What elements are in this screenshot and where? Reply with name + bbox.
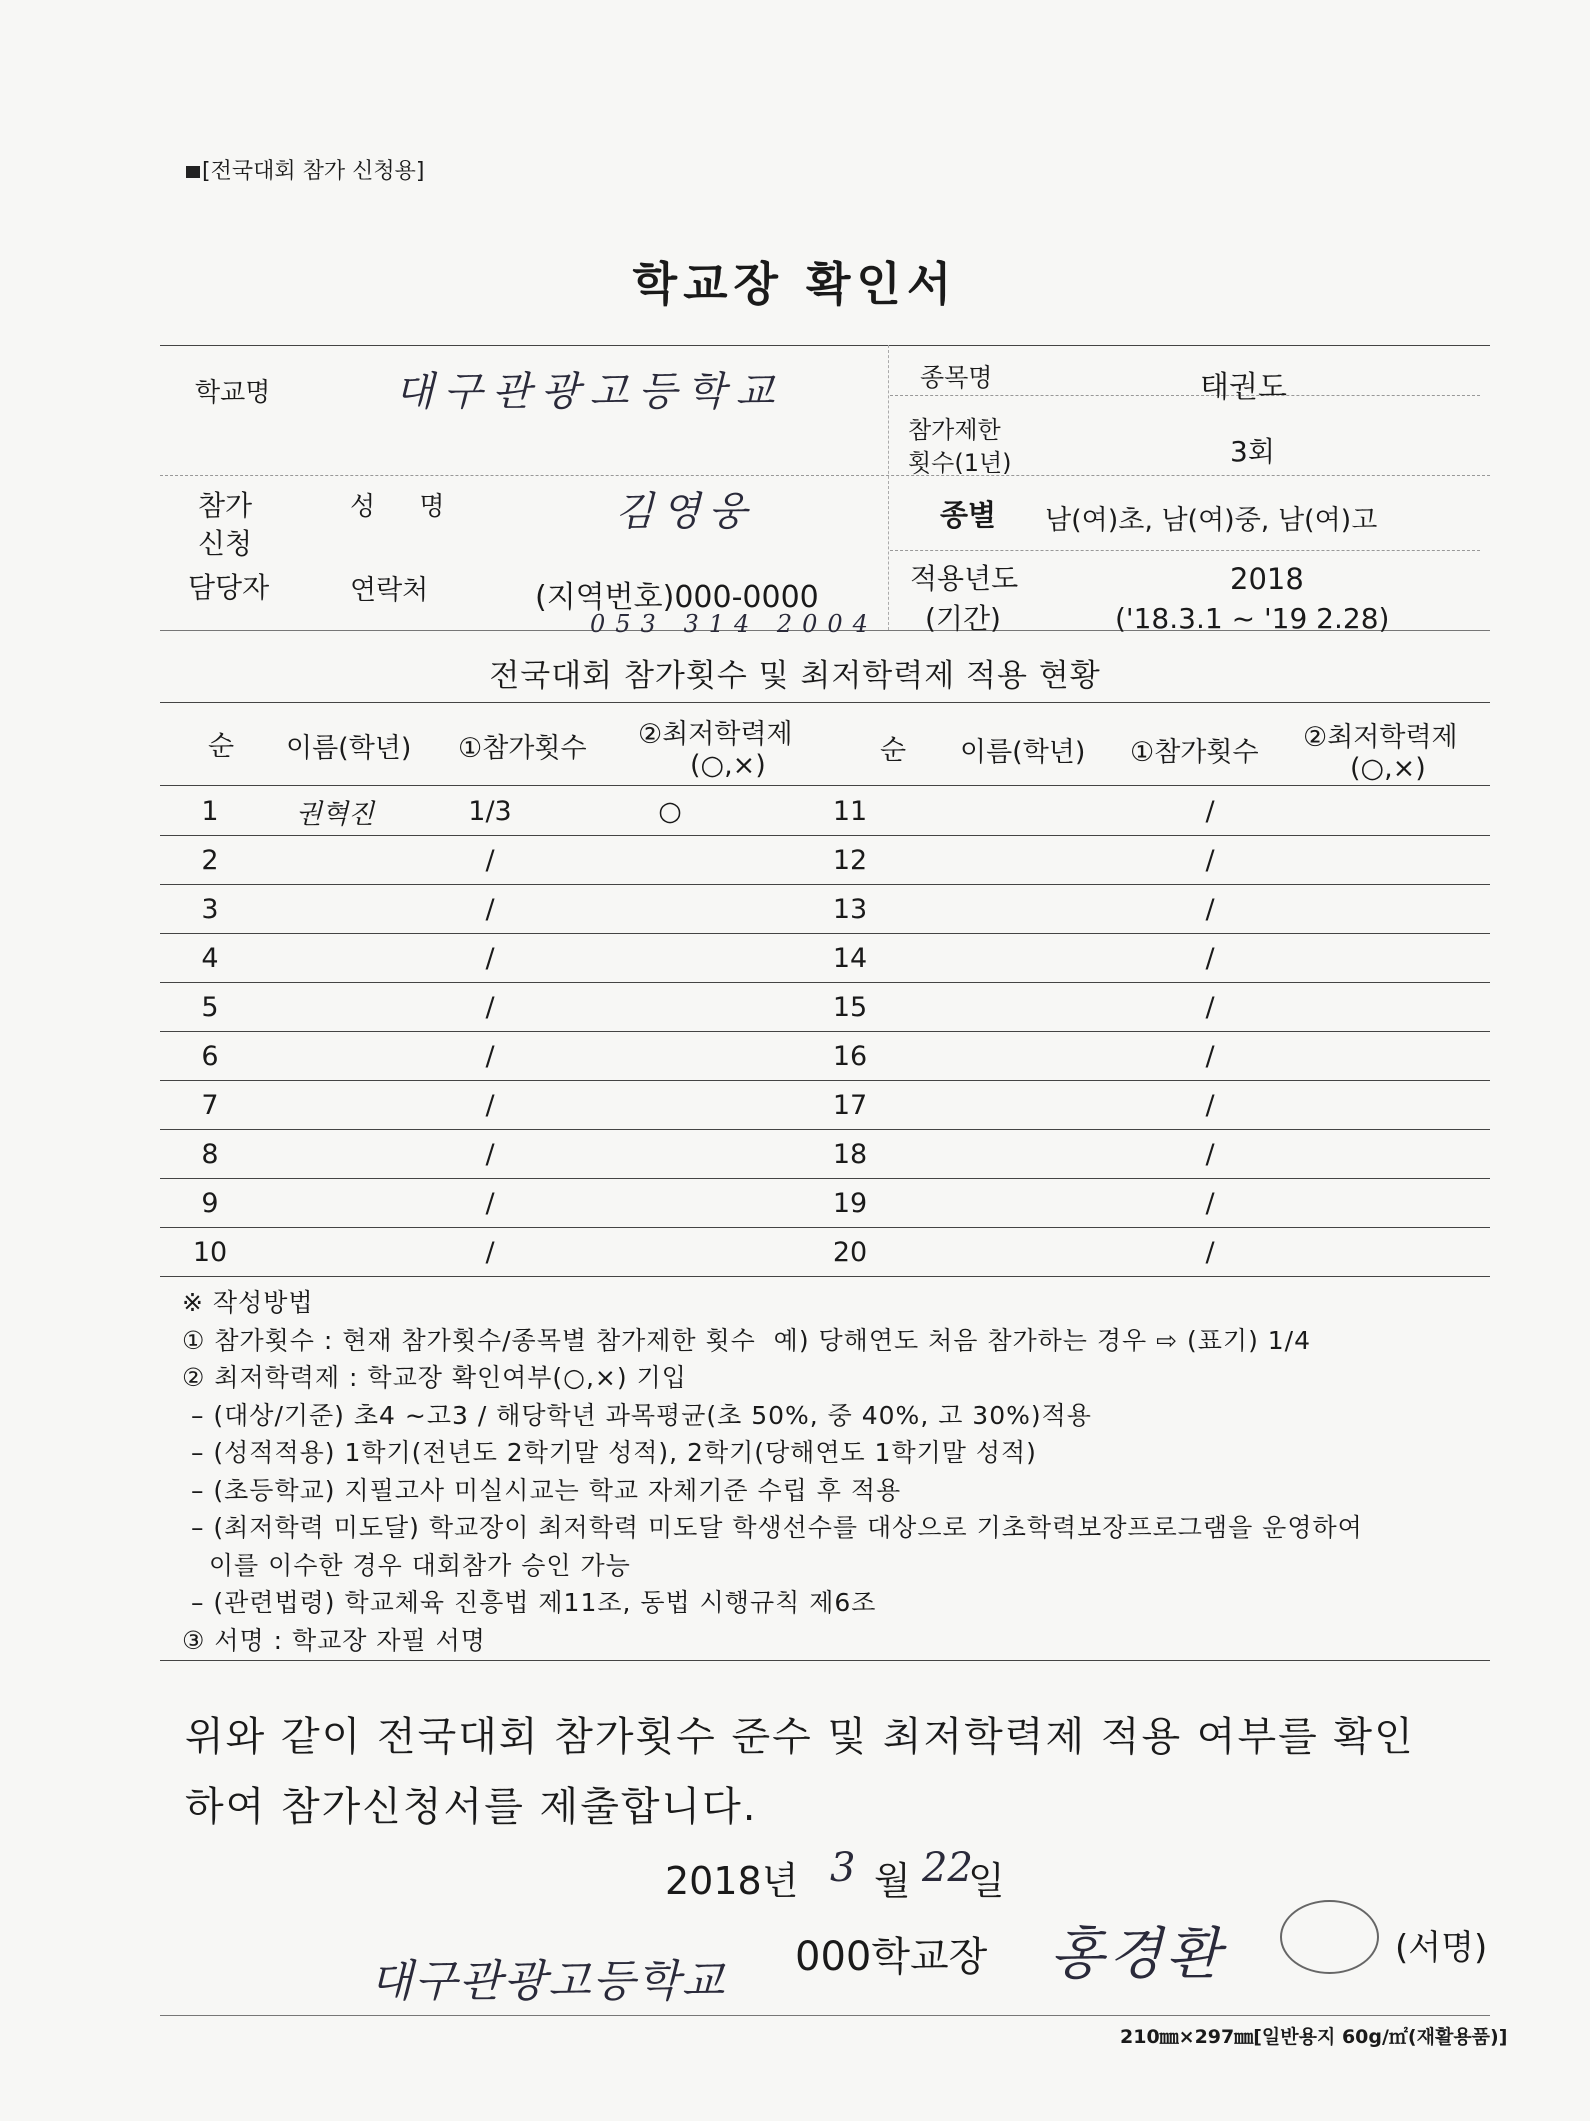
row-number-right: 13 — [770, 885, 930, 934]
seal-stamp — [1280, 1900, 1379, 1974]
row-count-right: / — [1130, 885, 1290, 934]
form-tag — [186, 154, 424, 185]
header-min-right: ②최저학력제 — [1303, 722, 1458, 753]
table-row — [160, 836, 1490, 885]
header-num-right: 순 — [880, 735, 907, 766]
row-name-right — [930, 934, 1130, 983]
row-min-left — [570, 1081, 770, 1130]
row-number-right: 17 — [770, 1081, 930, 1130]
table-row — [160, 1081, 1490, 1130]
row-name-right — [930, 787, 1130, 836]
paper-spec: 210㎜×297㎜[일반용지 60g/㎡(재활용품)] — [1120, 2026, 1508, 2048]
row-name-right — [930, 1130, 1130, 1179]
header-num-left: 순 — [208, 731, 235, 762]
instruction-line: – (관련법령) 학교체육 진흥법 제11조, 동법 시행규칙 제6조 — [182, 1588, 877, 1617]
instruction-line: – (성적적용) 1학기(전년도 2학기말 성적), 2학기(당해연도 1학기말 성적) — [182, 1438, 1037, 1467]
row-number-left: 3 — [160, 885, 260, 934]
table-row — [160, 787, 1490, 836]
contact-value: (지역번호)000-0000 — [535, 580, 819, 615]
date-year: 2018년 — [665, 1859, 799, 1903]
row-name-right — [930, 1032, 1130, 1081]
table-header-border — [160, 785, 1490, 786]
row-number-left: 9 — [160, 1179, 260, 1228]
row-min-left — [570, 836, 770, 885]
table-row — [160, 1179, 1490, 1228]
row-count-left: / — [410, 983, 570, 1032]
instruction-line: – (대상/기준) 초4 ~고3 / 해당학년 과목평균(초 50%, 중 40%, 고 30%)적용 — [182, 1400, 1092, 1430]
header-name-right: 이름(학년) — [960, 737, 1086, 768]
info-divider — [890, 550, 1480, 551]
row-number-left: 2 — [160, 836, 260, 885]
row-name-left — [260, 1228, 410, 1277]
table-top-border — [160, 702, 1490, 703]
table-title: 전국대회 참가횟수 및 최저학력제 적용 현황 — [489, 658, 1101, 694]
row-number-right: 16 — [770, 1032, 930, 1081]
applicant-label-2: 신청 — [198, 527, 253, 560]
row-count-left: / — [410, 934, 570, 983]
row-number-right: 11 — [770, 787, 930, 836]
row-count-right: / — [1130, 1228, 1290, 1277]
header-min-right-sub: (○,×) — [1350, 753, 1426, 784]
table-row — [160, 1032, 1490, 1081]
header-count-right: ①참가횟수 — [1130, 737, 1259, 768]
row-name-right — [930, 1179, 1130, 1228]
row-count-left: / — [410, 1228, 570, 1277]
square-bullet-icon — [186, 166, 200, 178]
row-number-left: 10 — [160, 1228, 260, 1277]
instruction-line: ① 참가횟수 : 현재 참가횟수/종목별 참가제한 횟수 예) 당해연도 처음 참가하는 경우 ⇨ (표기) 1/4 — [182, 1325, 1312, 1355]
limit-label-1: 참가제한 — [908, 416, 1001, 444]
period-value: ('18.3.1 ~ '19 2.28) — [1115, 602, 1390, 635]
document-title: 학교장 확인서 — [632, 257, 958, 311]
footer-border — [160, 2015, 1490, 2016]
row-name-left — [260, 836, 410, 885]
row-name-left — [260, 1032, 410, 1081]
instruction-line: ※ 작성방법 — [182, 1288, 314, 1317]
row-min-right — [1290, 885, 1490, 934]
sport-value: 태권도 — [1200, 370, 1287, 405]
row-min-right — [1290, 787, 1490, 836]
year-value: 2018 — [1230, 562, 1304, 596]
info-column-divider — [888, 345, 889, 630]
row-count-left: / — [410, 1032, 570, 1081]
row-name-left — [260, 1130, 410, 1179]
row-name-left — [260, 1179, 410, 1228]
row-name-left — [260, 1081, 410, 1130]
instruction-line: ② 최저학력제 : 학교장 확인여부(○,×) 기입 — [182, 1363, 687, 1392]
table-row — [160, 934, 1490, 983]
info-divider — [160, 475, 1490, 476]
row-name-right — [930, 885, 1130, 934]
row-count-right: / — [1130, 983, 1290, 1032]
row-number-left: 8 — [160, 1130, 260, 1179]
header-min-left-sub: (○,×) — [690, 750, 766, 781]
row-name-left — [260, 983, 410, 1032]
row-count-right: / — [1130, 934, 1290, 983]
row-min-right — [1290, 1032, 1490, 1081]
date-month: 3 — [830, 1845, 856, 1891]
limit-label-2: 횟수(1년) — [908, 449, 1012, 477]
instruction-line: – (초등학교) 지필고사 미실시교는 학교 자체기준 수립 후 적용 — [182, 1475, 902, 1505]
row-number-right: 14 — [770, 934, 930, 983]
limit-value: 3회 — [1230, 435, 1275, 468]
row-count-left: / — [410, 836, 570, 885]
row-count-left: / — [410, 1179, 570, 1228]
principal-label: 000학교장 — [795, 1934, 988, 1980]
row-name-left — [260, 885, 410, 934]
date-day: 22 — [922, 1845, 973, 1891]
row-count-left: 1/3 — [410, 787, 570, 836]
year-label-2: (기간) — [925, 602, 1001, 635]
row-count-right: / — [1130, 1081, 1290, 1130]
row-number-right: 20 — [770, 1228, 930, 1277]
row-number-left: 4 — [160, 934, 260, 983]
row-number-right: 19 — [770, 1179, 930, 1228]
principal-signature: 홍경환 — [1050, 1922, 1225, 1987]
table-row — [160, 983, 1490, 1032]
name-label: 성 명 — [350, 492, 463, 522]
instruction-line: 이를 이수한 경우 대회참가 승인 가능 — [182, 1550, 631, 1580]
row-count-right: / — [1130, 836, 1290, 885]
school-value-text: 대구관광고등학교 — [395, 369, 785, 415]
statement-line-1: 위와 같이 전국대회 참가횟수 준수 및 최저학력제 적용 여부를 확인 — [185, 1714, 1415, 1760]
row-name-left: 권혁진 — [260, 787, 410, 836]
info-divider — [890, 395, 1480, 396]
row-number-left: 7 — [160, 1081, 260, 1130]
row-name-right — [930, 1228, 1130, 1277]
table-row — [160, 885, 1490, 934]
sign-label: (서명) — [1395, 1928, 1488, 1968]
header-name-left: 이름(학년) — [286, 733, 412, 764]
contact-label: 연락처 — [350, 575, 429, 606]
notes-bottom-border — [160, 1660, 1490, 1661]
school-label: 학교명 — [195, 378, 271, 408]
row-min-left: ○ — [570, 787, 770, 836]
instruction-line: – (최저학력 미도달) 학교장이 최저학력 미도달 학생선수를 대상으로 기초학력보장프로그램을 운영하여 — [182, 1513, 1363, 1542]
sport-label: 종목명 — [920, 363, 993, 392]
row-count-left: / — [410, 1130, 570, 1179]
year-label-1: 적용년도 — [910, 562, 1019, 595]
row-count-right: / — [1130, 1130, 1290, 1179]
statement-line-2: 하여 참가신청서를 제출합니다. — [185, 1784, 758, 1830]
row-count-left: / — [410, 885, 570, 934]
header-min-left: ②최저학력제 — [638, 719, 793, 750]
participation-table — [160, 787, 1490, 1277]
row-name-right — [930, 836, 1130, 885]
row-name-right — [930, 983, 1130, 1032]
row-count-right: / — [1130, 1032, 1290, 1081]
name-value: 김영웅 — [615, 489, 755, 535]
row-number-right: 18 — [770, 1130, 930, 1179]
row-count-right: / — [1130, 1179, 1290, 1228]
row-min-right — [1290, 1228, 1490, 1277]
info-top-border — [160, 345, 1490, 346]
handwritten-school-name: 대구관광고등학교 — [370, 1956, 727, 2007]
row-number-right: 15 — [770, 983, 930, 1032]
row-number-left: 1 — [160, 787, 260, 836]
date-day-label: 일 — [968, 1859, 1005, 1903]
row-name-right — [930, 1081, 1130, 1130]
row-min-left — [570, 1032, 770, 1081]
row-min-left — [570, 1130, 770, 1179]
applicant-label-3: 담당자 — [188, 571, 270, 604]
row-min-right — [1290, 836, 1490, 885]
gender-label: 종별 — [940, 498, 997, 532]
header-count-left: ①참가횟수 — [458, 733, 587, 764]
row-min-left — [570, 983, 770, 1032]
row-count-right: / — [1130, 787, 1290, 836]
row-min-left — [570, 885, 770, 934]
table-row — [160, 1130, 1490, 1179]
row-name-left — [260, 934, 410, 983]
row-min-right — [1290, 1081, 1490, 1130]
row-number-left: 6 — [160, 1032, 260, 1081]
table-row — [160, 1228, 1490, 1277]
row-count-left: / — [410, 1081, 570, 1130]
instruction-line: ③ 서명 : 학교장 자필 서명 — [182, 1625, 486, 1655]
row-min-right — [1290, 1179, 1490, 1228]
row-min-right — [1290, 934, 1490, 983]
row-min-left — [570, 1228, 770, 1277]
row-number-right: 12 — [770, 836, 930, 885]
contact-phone-handwritten: 053 314 2004 — [590, 610, 878, 638]
row-min-right — [1290, 1130, 1490, 1179]
applicant-label-1: 참가 — [198, 489, 253, 522]
row-number-left: 5 — [160, 983, 260, 1032]
row-min-right — [1290, 983, 1490, 1032]
date-month-label: 월 — [874, 1859, 911, 1903]
form-tag-text: [전국대회 참가 신청용] — [202, 159, 425, 184]
gender-value: 남(여)초, 남(여)중, 남(여)고 — [1045, 505, 1378, 536]
row-min-left — [570, 1179, 770, 1228]
row-min-left — [570, 934, 770, 983]
